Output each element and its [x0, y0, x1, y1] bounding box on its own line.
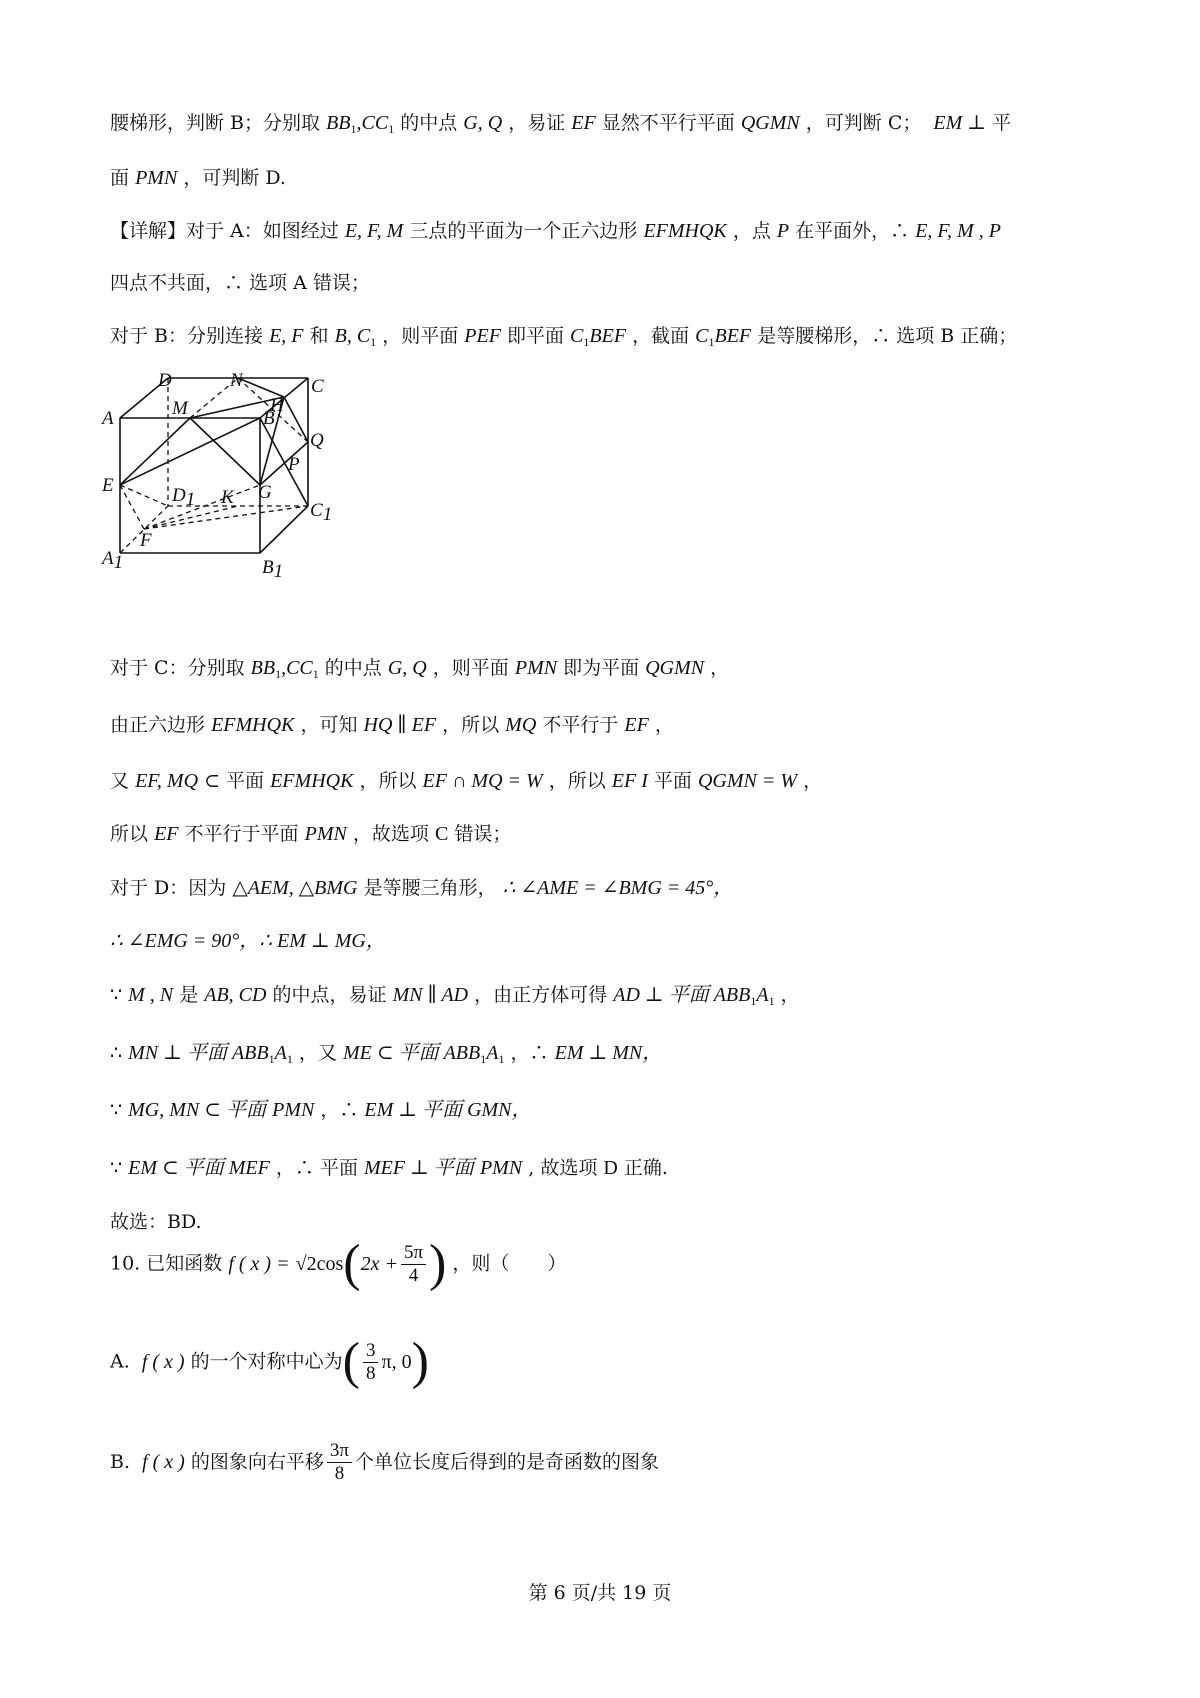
text: 不平行于平面 [184, 823, 299, 845]
text: 三点的平面为一个正六边形 [409, 220, 638, 242]
label-P: P [288, 454, 300, 475]
text-line [110, 165, 286, 191]
text: ，∴ [320, 1099, 359, 1121]
option-a: A. f ( x ) 的一个对称中心为( $\frac{3}{8}$ π, 0) [110, 1333, 429, 1390]
text: 面 [110, 167, 130, 189]
fraction: $\frac{3}{8}$ [363, 1340, 379, 1385]
text-line [110, 218, 1001, 244]
text: 显然不平行平面 [601, 112, 735, 134]
math: f ( x ) [142, 1451, 185, 1474]
math: EF [571, 112, 596, 134]
label-M: M [172, 398, 188, 419]
math: PMN [514, 657, 558, 679]
math: $C_1BEF$ [695, 325, 752, 349]
text: 是等腰梯形，∴ 选项 B 正确； [757, 325, 1018, 347]
text: 平面 [653, 770, 692, 792]
label-E: E [102, 475, 114, 496]
fraction: $\frac{5\pi}{4}$ [401, 1242, 426, 1287]
text-line [110, 821, 511, 847]
math: G, Q [387, 657, 427, 679]
label-B1: B1 [262, 557, 284, 582]
text: ∵ [110, 1157, 123, 1179]
label-Q: Q [310, 430, 324, 451]
math: E, F, M , P [915, 220, 1001, 242]
text-line [110, 1155, 668, 1181]
text: A. [110, 1350, 130, 1373]
math: ∴ ∠EMG = 90°，∴ EM ⊥ MG， [110, 930, 386, 952]
cube-figure [102, 370, 368, 628]
text: ∵ [110, 1099, 123, 1121]
text: ，则平面 [432, 657, 509, 679]
math: MN ⊥ 平面 $ABB_1A_1$ [128, 1042, 293, 1066]
text: 平 [992, 112, 1012, 134]
text: 是等腰三角形， [363, 877, 497, 899]
text: 【详解】对于 A：如图经过 [110, 220, 339, 242]
math: $BB_1,CC_1$ [250, 657, 319, 681]
math: EF [624, 714, 649, 736]
math: D [603, 1157, 618, 1179]
math: C [434, 823, 449, 845]
math: PMN [479, 1157, 523, 1179]
label-B: B [263, 408, 275, 429]
label-F: F [140, 530, 152, 551]
math: EF [154, 823, 179, 845]
math: QGMN [645, 657, 705, 679]
math: ME ⊂ 平面 $ABB_1A_1$ [342, 1042, 505, 1066]
text: 即为平面 [563, 657, 640, 679]
text: ，故选项 [352, 823, 429, 845]
text: 10. 已知函数 [110, 1252, 223, 1275]
label-D1: D1 [172, 485, 196, 510]
math: QGMN = W [697, 770, 798, 792]
math: ∴ ∠AME = ∠BMG = 45°， [502, 877, 734, 899]
math: EF, MQ [135, 770, 199, 792]
text: ，所以 [548, 770, 606, 792]
text: ，又 [298, 1042, 337, 1064]
text: 四点不共面，∴ 选项 A 错误； [110, 272, 370, 294]
label-K: K [221, 487, 234, 508]
math: AD ⊥ 平面 $ABB_1A_1$ [613, 984, 775, 1008]
math: PMN [304, 823, 347, 845]
math: MN ∥ AD [392, 984, 469, 1006]
math: G, Q [463, 112, 503, 134]
math: PMN [272, 1099, 315, 1121]
math: AB, CD [204, 984, 267, 1006]
math: E, F, M [344, 220, 404, 242]
text: 即平面 [506, 325, 564, 347]
math: PEF [464, 325, 501, 347]
math: MEF ⊥ 平面 [364, 1157, 474, 1179]
math: √2cos [295, 1253, 344, 1275]
math: QGMN [740, 112, 800, 134]
text: ，截面 [632, 325, 690, 347]
text: 的图象向右平移 [190, 1450, 324, 1473]
math: EM ⊂ 平面 MEF [128, 1157, 270, 1179]
math: B, $C_1$ [334, 325, 377, 349]
text: , 故选项 [528, 1157, 598, 1179]
math: EFMHQK [643, 220, 727, 242]
math: f ( x ) [141, 1351, 185, 1373]
text: 正确. [623, 1157, 668, 1179]
text-line [110, 323, 1017, 351]
math: EM ⊥ MN， [554, 1042, 663, 1064]
label-C: C [311, 376, 324, 397]
text-line [110, 928, 386, 954]
label-C1: C1 [310, 500, 333, 525]
text-line [110, 875, 733, 901]
text: 不平行于 [542, 714, 619, 736]
text: 由正六边形 [110, 714, 206, 736]
math: EFMHQK [270, 770, 354, 792]
math: HQ ∥ EF [363, 714, 437, 736]
text-line [110, 110, 1011, 138]
label-H: H [270, 395, 284, 416]
text: ，则（ ） [452, 1252, 567, 1275]
text-line: 又 EF, MQ ⊂ 平面 EFMHQK ，所以 EF ∩ MQ = W ，所以 EF I 平面 QGMN = W ， [110, 770, 823, 792]
text: ，易证 [508, 112, 566, 134]
math: E, F [269, 325, 304, 347]
text: ，可判断 D. [183, 167, 286, 189]
text-line: ∵ M , N 是 AB, CD 的中点，易证 MN ∥ AD ，由正方体可得 AD ⊥ 平面 $ABB_1A_1$ ， [110, 984, 800, 1008]
label-G: G [258, 482, 272, 503]
label-A: A [102, 408, 114, 429]
math: PMN [135, 167, 178, 189]
text: 的中点 [400, 112, 458, 134]
text-line [110, 271, 370, 296]
option-b [110, 1440, 659, 1485]
math: 2x + [360, 1253, 398, 1275]
text: 个单位长度后得到的是奇函数的图象 [354, 1450, 659, 1473]
text: 在平面外，∴ [795, 220, 910, 242]
math: MQ [505, 714, 537, 736]
text: 和 [309, 325, 329, 347]
page-footer: 第 6 页/共 19 页 [528, 1582, 672, 1604]
text: ，所以 [359, 770, 417, 792]
question-10: 10. 已知函数 f ( x ) = √2cos(2x + $\frac{5\pi}{4}$ ) ，则（ ） [110, 1235, 567, 1292]
text: ，∴ [510, 1042, 549, 1064]
math: EFMHQK [211, 714, 295, 736]
text: 的中点，易证 [272, 984, 387, 1006]
text: ⊂ 平面 [204, 770, 265, 792]
text: 对于 D：因为 [110, 877, 227, 899]
text: ∴ [110, 1042, 123, 1064]
text-line [110, 1210, 202, 1235]
text: ，点 [732, 220, 771, 242]
math: △AEM, △BMG [232, 877, 358, 899]
text: 是 [179, 984, 199, 1006]
math: $C_1BEF$ [570, 325, 627, 349]
text: 又 [110, 770, 130, 792]
text: ，则平面 [382, 325, 459, 347]
math: EF ∩ MQ = W [422, 770, 543, 792]
text-line: 对于 C：分别取 $BB_1,CC_1$ 的中点 G, Q ，则平面 PMN 即为平面 QGMN ， [110, 657, 730, 681]
text-line: 由正六边形 EFMHQK ，可知 HQ ∥ EF ，所以 MQ 不平行于 EF ， [110, 714, 674, 736]
text: 腰梯形，判断 B；分别取 [110, 112, 321, 134]
math: $BB_1,CC_1$ [326, 112, 395, 136]
text: ，所以 [442, 714, 500, 736]
text: 故选：BD. [110, 1211, 202, 1233]
math: EF I [611, 770, 648, 792]
text: ，∴ 平面 [275, 1157, 358, 1179]
math: MG, MN ⊂ 平面 [128, 1099, 267, 1121]
text-line [110, 1097, 532, 1123]
math: π, 0 [381, 1351, 412, 1373]
text-line [110, 1040, 662, 1068]
label-N: N [230, 370, 243, 391]
math: M , N [128, 984, 174, 1006]
text: 所以 [110, 823, 149, 845]
fraction: $\frac{3\pi}{8}$ [327, 1440, 352, 1485]
text: 对于 B：分别连接 [110, 325, 264, 347]
text: 对于 C：分别取 [110, 657, 245, 679]
label-D: D [158, 370, 172, 391]
text: ，由正方体可得 [474, 984, 608, 1006]
text: 错误； [454, 823, 512, 845]
text: ∵ [110, 984, 123, 1006]
text: 的中点 [324, 657, 382, 679]
text: B. [110, 1450, 131, 1473]
math: f ( x ) = [228, 1253, 290, 1275]
text: ，可判断 C； [805, 112, 922, 134]
math: P [776, 220, 790, 242]
math: EM ⊥ [933, 112, 987, 134]
text: ，可知 [300, 714, 358, 736]
text: 的一个对称中心为 [190, 1350, 343, 1373]
label-A1: A1 [102, 548, 124, 573]
math: EM ⊥ 平面 GMN， [364, 1099, 532, 1121]
